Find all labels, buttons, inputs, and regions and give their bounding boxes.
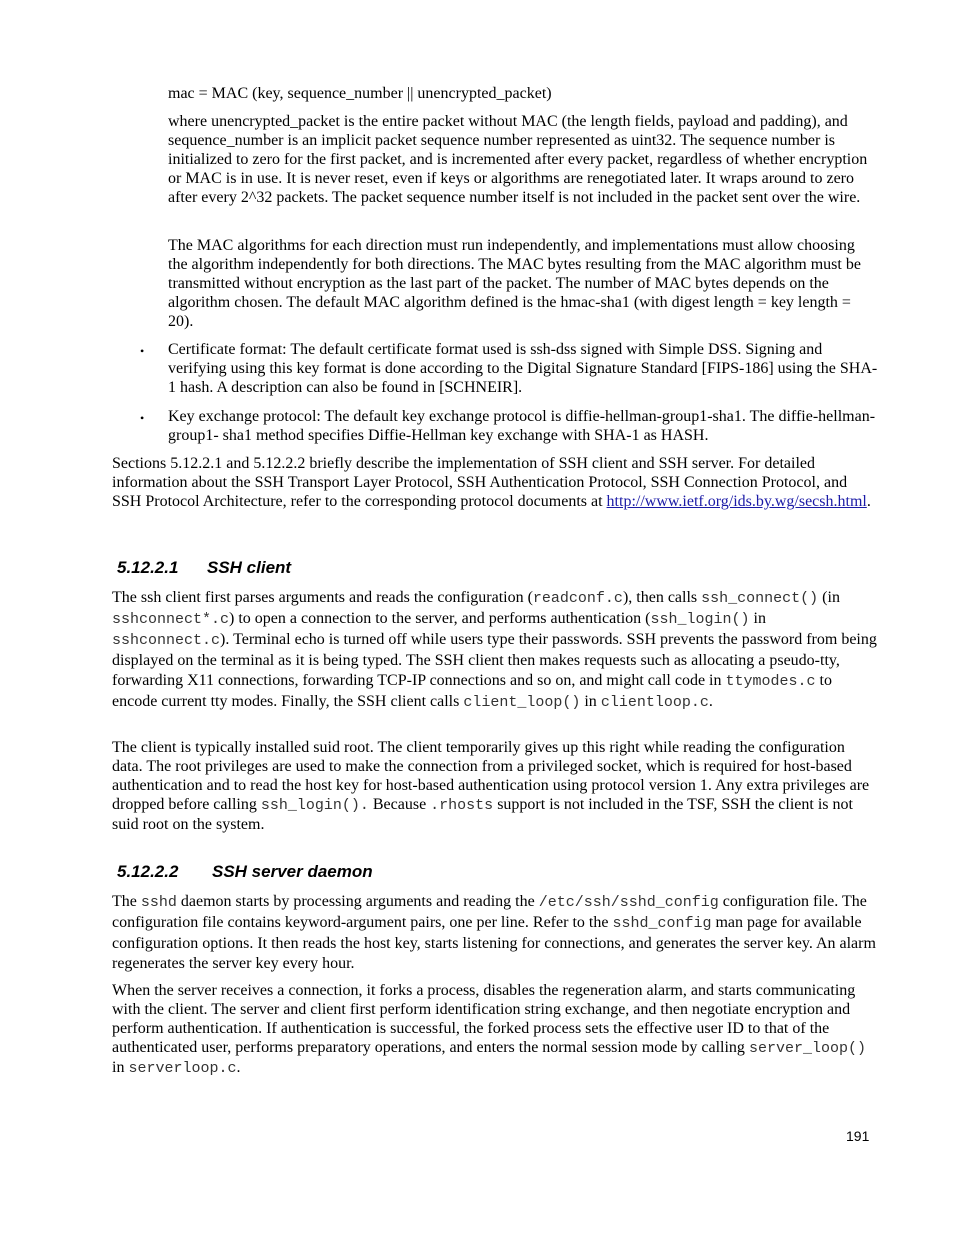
section-title: SSH server daemon bbox=[212, 862, 373, 881]
paragraph-unencrypted-packet: where unencrypted_packet is the entire packet without MAC (the length fields, payload and padding), and sequence_number is an implicit packet sequence number represented as uint32. The sequence number is initialized to zero for the first packet, and is incremented after every packet, regardless of whether encryption or MAC is in use. It is never reset, even if keys or algorithms are renegotiated later. It wraps around to zero after every 2^32 packets. The packet sequence number itself is not included in the packet sent over the wire. bbox=[168, 113, 868, 206]
code-ssh-login: ssh_login() bbox=[650, 611, 750, 628]
section-heading-ssh-server bbox=[117, 862, 373, 881]
bullet-certificate-format: Certificate format: The default certificate format used is ssh-dss signed with Simple DSS. Signing and verifying using this key format is done according to the Digital Signature Standard [FIPS-186] using the SHA-1 hash. A description can also be found in [SCHNEIR]. bbox=[168, 341, 878, 396]
code-ssh-connect: ssh_connect() bbox=[701, 590, 819, 607]
bullet-marker: • bbox=[140, 411, 145, 425]
code-sshd: sshd bbox=[140, 894, 177, 911]
section-title: SSH client bbox=[207, 558, 292, 577]
sections-end: . bbox=[866, 493, 871, 510]
bullet-marker: • bbox=[140, 344, 145, 358]
paragraph-sections bbox=[112, 454, 878, 511]
code-sshd-config: sshd_config bbox=[612, 915, 712, 932]
section-number: 5.12.2.1 bbox=[117, 558, 179, 577]
code-sshd-config-path: /etc/ssh/sshd_config bbox=[538, 894, 719, 911]
code-readconf: readconf.c bbox=[532, 590, 623, 607]
paragraph-client-overview: The ssh client first parses arguments and reads the configuration (readconf.c), then calls ssh_connect() (in sshconnect*.c) to open a connection to the server, and performs authentication (ssh_login() in sshconnect.c). Terminal echo is turned off while users type their passwords. SSH prevents the password from being displayed on the terminal as it is being typed. The SSH client then makes requests such as allocating a pseudo-tty, forwarding X11 connections, forwarding TCP-IP connections and so on, and might call code in ttymodes.c to encode current tty modes. Finally, the SSH client calls client_loop() in clientloop.c. bbox=[112, 589, 877, 711]
code-rhosts: .rhosts bbox=[430, 797, 494, 814]
code-sshconnect-glob: sshconnect*.c bbox=[112, 611, 230, 628]
ietf-secsh-link[interactable]: http://www.ietf.org/ids.by.wg/secsh.html bbox=[606, 493, 867, 510]
mac-formula: mac = MAC (key, sequence_number || unencrypted_packet) bbox=[168, 85, 552, 102]
bullet-key-exchange: Key exchange protocol: The default key exchange protocol is diffie-hellman-group1-sha1. The diffie-hellman-group1- sha1 method specifies Diffie-Hellman key exchange with SHA-1 as HASH. bbox=[168, 408, 876, 444]
paragraph-mac-algorithms: The MAC algorithms for each direction must run independently, and implementations must allow choosing the algorithm independently for both directions. The MAC bytes resulting from the MAC algorithm must be transmitted without encryption as the last part of the packet. The number of MAC bytes depends on the algorithm chosen. The default MAC algorithm defined is the hmac-sha1 (with digest length = key length = 20). bbox=[168, 237, 861, 330]
code-ssh-login-call: ssh_login(). bbox=[260, 797, 369, 814]
code-clientloop: clientloop.c bbox=[600, 694, 709, 711]
code-client-loop: client_loop() bbox=[463, 694, 581, 711]
code-server-loop: server_loop() bbox=[748, 1040, 866, 1057]
paragraph-client-suid: The client is typically installed suid root. The client temporarily gives up this right while reading the configuration data. The root privileges are used to make the connection from a privileged socket, which is required for host-based authentication and to read the host key for host-based authentication using protocol version 1. Any extra privileges are dropped before calling ssh_login(). Because .rhosts support is not included in the TSF, SSH the client is not suid root on the system. bbox=[112, 739, 870, 833]
sections-text: Sections 5.12.2.1 and 5.12.2.2 briefly describe the implementation of SSH client and SSH server. For detailed information about the SSH Transport Layer Protocol, SSH Authentication Protocol, SSH Connection Protocol, and SSH Protocol Architecture, refer to the corresponding protocol documents at bbox=[112, 455, 848, 510]
section-heading-ssh-client bbox=[117, 558, 291, 577]
code-sshconnect: sshconnect.c bbox=[112, 632, 221, 649]
code-ttymodes: ttymodes.c bbox=[725, 673, 816, 690]
section-number: 5.12.2.2 bbox=[117, 862, 179, 881]
code-serverloop: serverloop.c bbox=[128, 1060, 237, 1077]
paragraph-server-startup: The sshd daemon starts by processing arguments and reading the /etc/ssh/sshd_config configuration file. The configuration file contains keyword-argument pairs, one per line. Refer to the sshd_config man page for available configuration options. It then reads the host key, starts listening for connections, and generates the server key. An alarm regenerates the server key every hour. bbox=[112, 893, 876, 972]
page-number: 191 bbox=[846, 1128, 870, 1144]
paragraph-server-connection: When the server receives a connection, it forks a process, disables the regeneration alarm, and starts communicating with the client. The server and client first perform identification string exchange, and then negotiate encryption and perform authentication. If authentication is successful, the forked process sets the effective user ID to that of the authenticated user, performs preparatory operations, and enters the normal session mode by calling server_loop() in serverloop.c. bbox=[112, 982, 866, 1077]
